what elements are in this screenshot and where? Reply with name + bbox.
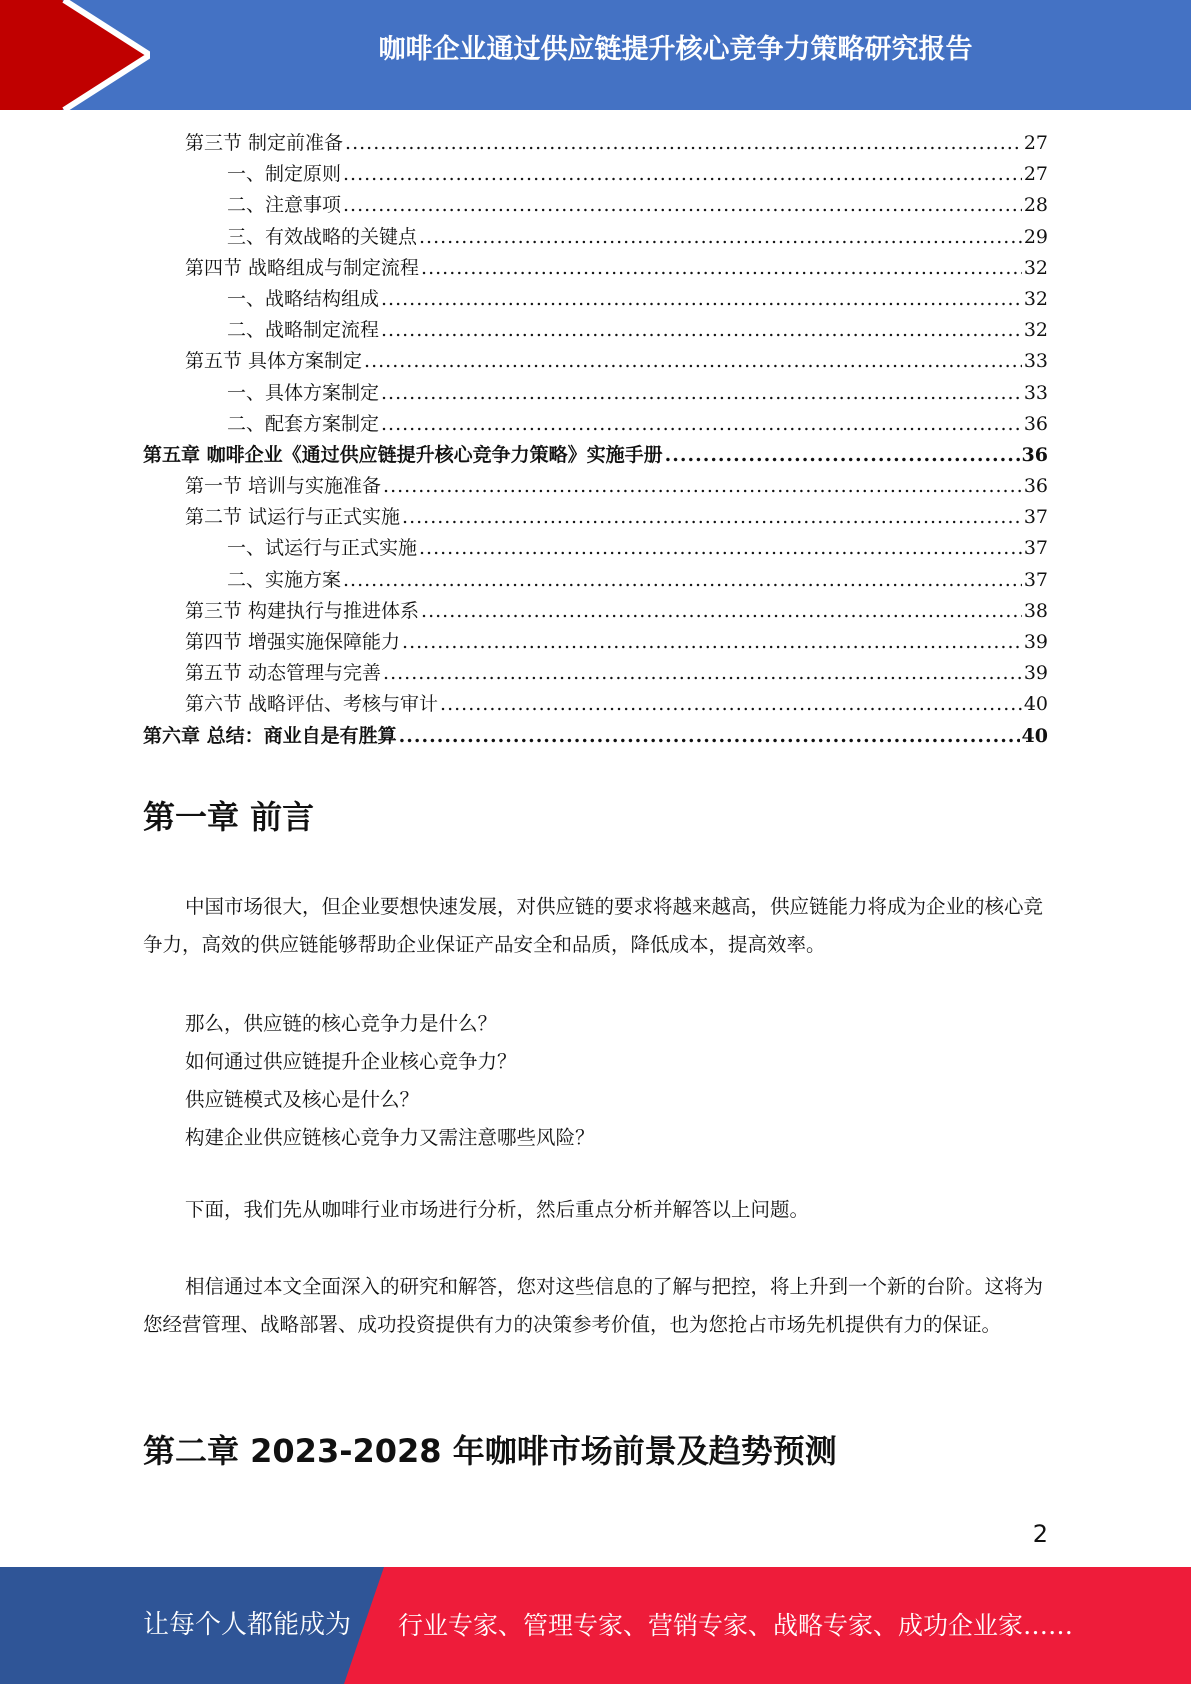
header-arrow-icon bbox=[0, 0, 150, 110]
toc-entry-page: 29 bbox=[1023, 225, 1048, 248]
toc-entry[interactable] bbox=[143, 315, 1048, 346]
footer-slogan-left: 让每个人都能成为 bbox=[143, 1610, 352, 1640]
toc-entry-label: 第五节 动态管理与完善 bbox=[185, 662, 382, 685]
page-header bbox=[0, 0, 1191, 110]
toc-dot-leader bbox=[343, 569, 1022, 591]
toc-entry-label: 第二节 试运行与正式实施 bbox=[185, 506, 401, 529]
toc-entry[interactable] bbox=[143, 284, 1048, 315]
toc-entry-label: 第四节 增强实施保障能力 bbox=[185, 631, 401, 653]
toc-entry-page: 36 bbox=[1023, 475, 1048, 498]
chapter2-title: 第二章 2023-2028 年咖啡市场前景及趋势预测 bbox=[143, 1432, 837, 1470]
toc-entry[interactable] bbox=[143, 502, 1048, 533]
toc-entry-page: 32 bbox=[1023, 287, 1048, 310]
toc-entry-page: 37 bbox=[1023, 537, 1048, 560]
toc-entry-label: 一、试运行与正式实施 bbox=[227, 537, 418, 560]
toc-entry[interactable] bbox=[143, 596, 1048, 627]
chapter1-para3: 相信通过本文全面深入的研究和解答，您对这些信息的了解与把控，将上升到一个新的台阶。这将为您经营管理、战略部署、成功投资提供有力的决策参考价值，也为您抢占市场先机提供有力的保证。 bbox=[143, 1275, 1044, 1336]
toc-entry[interactable] bbox=[143, 346, 1048, 377]
toc-entry-page: 39 bbox=[1023, 662, 1048, 685]
toc-entry-label: 一、具体方案制定 bbox=[227, 381, 380, 404]
toc-entry-page: 33 bbox=[1023, 350, 1048, 373]
toc-entry-page: 40 bbox=[1021, 724, 1048, 747]
toc-dot-leader bbox=[364, 350, 1022, 372]
toc-entry[interactable] bbox=[143, 689, 1048, 720]
toc-entry-label: 二、实施方案 bbox=[227, 568, 342, 591]
toc-entry[interactable] bbox=[143, 128, 1048, 159]
toc-dot-leader bbox=[343, 194, 1022, 216]
toc-dot-leader bbox=[440, 693, 1022, 715]
toc-entry-page: 37 bbox=[1023, 568, 1048, 591]
toc-entry[interactable] bbox=[143, 658, 1048, 689]
toc-entry-page: 40 bbox=[1023, 693, 1048, 716]
toc-entry-label: 第三节 制定前准备 bbox=[185, 132, 344, 154]
toc-entry-label: 第六节 战略评估、考核与审计 bbox=[185, 693, 439, 716]
toc-entry[interactable] bbox=[143, 222, 1048, 253]
toc-entry[interactable] bbox=[143, 627, 1048, 658]
toc-entry[interactable] bbox=[143, 190, 1048, 221]
toc-entry-page: 36 bbox=[1021, 443, 1048, 466]
chapter1-para2: 下面，我们先从咖啡行业市场进行分析，然后重点分析并解答以上问题。 bbox=[185, 1198, 810, 1221]
toc-entry-page: 27 bbox=[1023, 163, 1048, 186]
toc-dot-leader bbox=[421, 257, 1022, 279]
toc-entry-page: 28 bbox=[1023, 194, 1048, 217]
toc-dot-leader bbox=[381, 382, 1022, 404]
toc-entry[interactable] bbox=[143, 253, 1048, 284]
toc-entry-page: 36 bbox=[1023, 412, 1048, 435]
toc-entry-label: 三、有效战略的关键点 bbox=[227, 225, 418, 248]
toc-entry-label: 一、战略结构组成 bbox=[227, 287, 380, 310]
toc-dot-leader bbox=[665, 444, 1020, 466]
toc-entry-label: 第五节 具体方案制定 bbox=[185, 350, 363, 373]
question-3: 供应链模式及核心是什么？ bbox=[185, 1088, 420, 1111]
toc-dot-leader bbox=[343, 163, 1022, 185]
toc-entry-page: 32 bbox=[1023, 319, 1048, 342]
toc-entry-label: 第六章 总结：商业自是有胜算 bbox=[143, 724, 397, 747]
toc-entry-page: 38 bbox=[1023, 599, 1048, 622]
toc-entry-label: 第一节 培训与实施准备 bbox=[185, 475, 382, 498]
page-number: 2 bbox=[1032, 1520, 1048, 1548]
toc-entry-page: 37 bbox=[1023, 506, 1048, 529]
question-2: 如何通过供应链提升企业核心竞争力？ bbox=[185, 1050, 517, 1073]
toc-entry-label: 第四节 战略组成与制定流程 bbox=[185, 256, 420, 279]
toc-entry[interactable] bbox=[143, 565, 1048, 596]
toc-entry-label: 一、制定原则 bbox=[227, 163, 342, 186]
toc-chapter-entry[interactable] bbox=[143, 721, 1048, 752]
toc-dot-leader bbox=[399, 725, 1020, 747]
toc-entry-label: 二、注意事项 bbox=[227, 194, 342, 217]
toc-dot-leader bbox=[345, 132, 1022, 154]
toc-entry[interactable] bbox=[143, 409, 1048, 440]
page-footer bbox=[0, 1567, 1191, 1684]
toc-entry[interactable] bbox=[143, 159, 1048, 190]
question-1: 那么，供应链的核心竞争力是什么？ bbox=[185, 1012, 498, 1035]
toc-entry-page: 27 bbox=[1023, 132, 1048, 154]
table-of-contents bbox=[143, 128, 1048, 752]
chapter1-title: 第一章 前言 bbox=[143, 798, 315, 836]
toc-dot-leader bbox=[402, 631, 1022, 653]
toc-entry[interactable] bbox=[143, 378, 1048, 409]
toc-entry-label: 二、战略制定流程 bbox=[227, 319, 380, 342]
toc-chapter-entry[interactable] bbox=[143, 440, 1048, 471]
toc-dot-leader bbox=[381, 413, 1022, 435]
toc-dot-leader bbox=[419, 537, 1022, 559]
toc-entry-label: 二、配套方案制定 bbox=[227, 412, 380, 435]
toc-dot-leader bbox=[419, 226, 1022, 248]
toc-entry-page: 33 bbox=[1023, 381, 1048, 404]
toc-dot-leader bbox=[383, 662, 1022, 684]
toc-dot-leader bbox=[383, 475, 1022, 497]
report-title: 咖啡企业通过供应链提升核心竞争力策略研究报告 bbox=[378, 34, 973, 65]
toc-dot-leader bbox=[381, 319, 1022, 341]
footer-slogan-right: 行业专家、管理专家、营销专家、战略专家、成功企业家…… bbox=[398, 1611, 1074, 1640]
toc-entry-label: 第三节 构建执行与推进体系 bbox=[185, 599, 420, 622]
toc-entry-page: 39 bbox=[1023, 631, 1048, 653]
toc-entry-label: 第五章 咖啡企业《通过供应链提升核心竞争力策略》实施手册 bbox=[143, 443, 663, 466]
toc-entry[interactable] bbox=[143, 533, 1048, 564]
toc-entry[interactable] bbox=[143, 471, 1048, 502]
chapter1-intro: 中国市场很大，但企业要想快速发展，对供应链的要求将越来越高，供应链能力将成为企业的核心竞争力，高效的供应链能够帮助企业保证产品安全和品质，降低成本，提高效率。 bbox=[143, 895, 1044, 956]
toc-dot-leader bbox=[381, 288, 1022, 310]
toc-entry-page: 32 bbox=[1023, 256, 1048, 279]
question-4: 构建企业供应链核心竞争力又需注意哪些风险？ bbox=[185, 1126, 595, 1149]
toc-dot-leader bbox=[421, 600, 1022, 622]
toc-dot-leader bbox=[402, 506, 1022, 528]
